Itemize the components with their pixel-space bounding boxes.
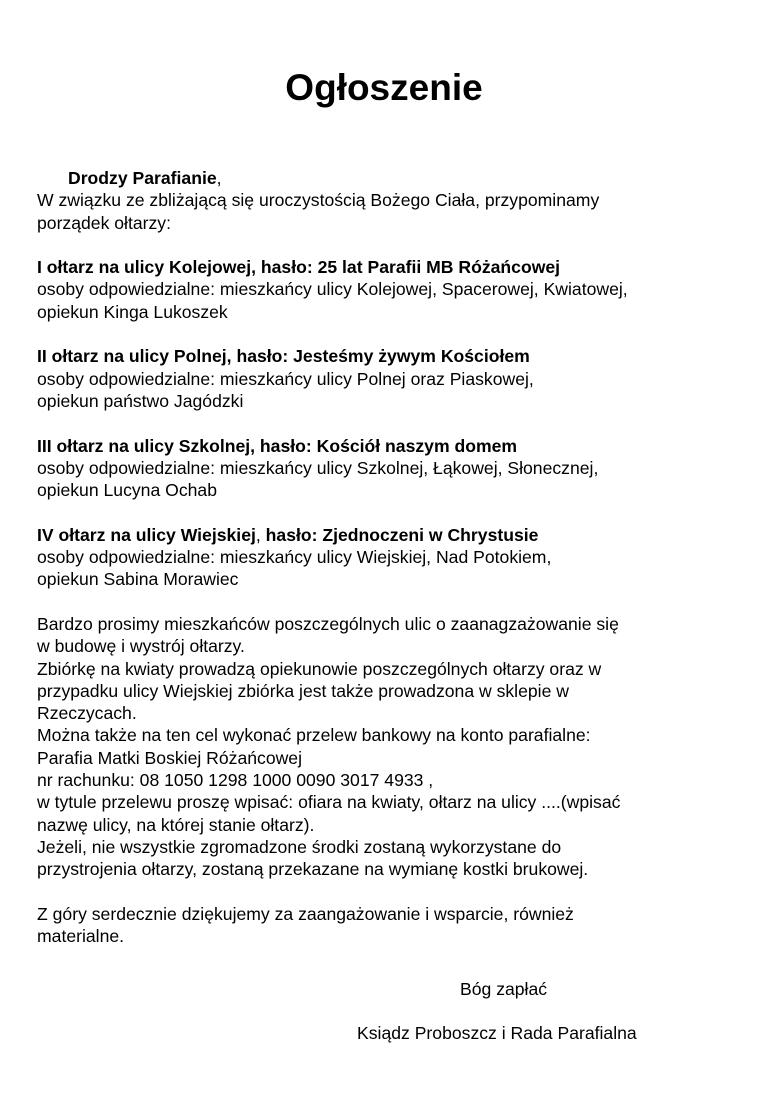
- request-line: nazwę ulicy, na której stanie ołtarz).: [37, 814, 315, 835]
- spacer: [37, 881, 737, 903]
- request-line: Parafia Matki Boskiej Różańcowej: [37, 747, 302, 768]
- request-line: Jeżeli, nie wszystkie zgromadzone środki zostaną wykorzystane do: [37, 836, 562, 857]
- intro-line-2: porządek ołtarzy:: [37, 212, 171, 233]
- request-line: Rzeczycach.: [37, 703, 137, 724]
- thanks-line-1: Z góry serdecznie dziękujemy za zaangażowanie i wsparcie, również: [37, 903, 574, 924]
- greeting-name: Drodzy Parafianie: [68, 168, 217, 188]
- altar-1: [37, 256, 737, 323]
- altar-guardian: opiekun Sabina Morawiec: [37, 569, 239, 590]
- altar-guardian: opiekun państwo Jagódzki: [37, 390, 244, 411]
- request-line: Bardzo prosimy mieszkańców poszczególnych ulic o zaanagzażowanie się: [37, 613, 619, 634]
- spacer: [37, 412, 737, 434]
- greeting-line: [37, 167, 737, 189]
- request-line: Zbiórkę na kwiaty prowadzą opiekunowie poszczególnych ołtarzy oraz w: [37, 658, 602, 679]
- altar-heading-part-2: hasło: Zjednoczeni w Chrystusie: [265, 524, 539, 545]
- request-line: w budowę i wystrój ołtarzy.: [37, 636, 245, 657]
- altar-heading: I ołtarz na ulicy Kolejowej, hasło: 25 lat Parafii MB Różańcowej: [37, 257, 561, 278]
- announcement-body: [37, 167, 737, 947]
- spacer: [37, 234, 737, 256]
- altar-guardian: opiekun Kinga Lukoszek: [37, 301, 228, 322]
- request-line: nr rachunku: 08 1050 1298 1000 0090 3017 4933 ,: [37, 770, 434, 791]
- request-line: w tytule przelewu proszę wpisać: ofiara na kwiaty, ołtarz na ulicy ....(wpisać: [37, 792, 621, 813]
- request-block: [37, 613, 737, 881]
- altar-responsible: osoby odpowiedzialne: mieszkańcy ulicy Szkolnej, Łąkowej, Słonecznej,: [37, 457, 599, 478]
- spacer: [37, 501, 737, 523]
- altar-heading-separator: ,: [255, 524, 266, 545]
- intro-line-1: W związku ze zbliżającą się uroczystością Bożego Ciała, przypominamy: [37, 190, 600, 211]
- spacer: [37, 591, 737, 613]
- altar-heading: [37, 524, 737, 546]
- request-line: przypadku ulicy Wiejskiej zbiórka jest także prowadzona w sklepie w: [37, 680, 569, 701]
- spacer: [37, 323, 737, 345]
- request-line: Można także na ten cel wykonać przelew bankowy na konto parafialne:: [37, 725, 591, 746]
- greeting-comma: ,: [216, 168, 222, 188]
- altar-responsible: osoby odpowiedzialne: mieszkańcy ulicy Wiejskiej, Nad Potokiem,: [37, 547, 552, 568]
- request-line: przystrojenia ołtarzy, zostaną przekazane na wymianę kostki brukowej.: [37, 859, 589, 880]
- altar-responsible: osoby odpowiedzialne: mieszkańcy ulicy Kolejowej, Spacerowej, Kwiatowej,: [37, 279, 628, 300]
- altar-responsible: osoby odpowiedzialne: mieszkańcy ulicy Polnej oraz Piaskowej,: [37, 368, 534, 389]
- thanks-block: [37, 903, 737, 948]
- altar-4: [37, 524, 737, 591]
- signature-author: Ksiądz Proboszcz i Rada Parafialna: [357, 1023, 637, 1043]
- thanks-line-2: materialne.: [37, 926, 125, 947]
- signature-thanks: Bóg zapłać: [460, 979, 548, 999]
- altar-guardian: opiekun Lucyna Ochab: [37, 480, 217, 501]
- altar-2: [37, 345, 737, 412]
- page-title: Ogłoszenie: [285, 67, 483, 108]
- altar-heading: III ołtarz na ulicy Szkolnej, hasło: Kościół naszym domem: [37, 435, 518, 456]
- greeting-block: [37, 167, 737, 234]
- altar-heading-part-1: IV ołtarz na ulicy Wiejskiej: [37, 524, 256, 545]
- altar-3: [37, 435, 737, 502]
- altar-heading: II ołtarz na ulicy Polnej, hasło: Jesteśmy żywym Kościołem: [37, 346, 530, 367]
